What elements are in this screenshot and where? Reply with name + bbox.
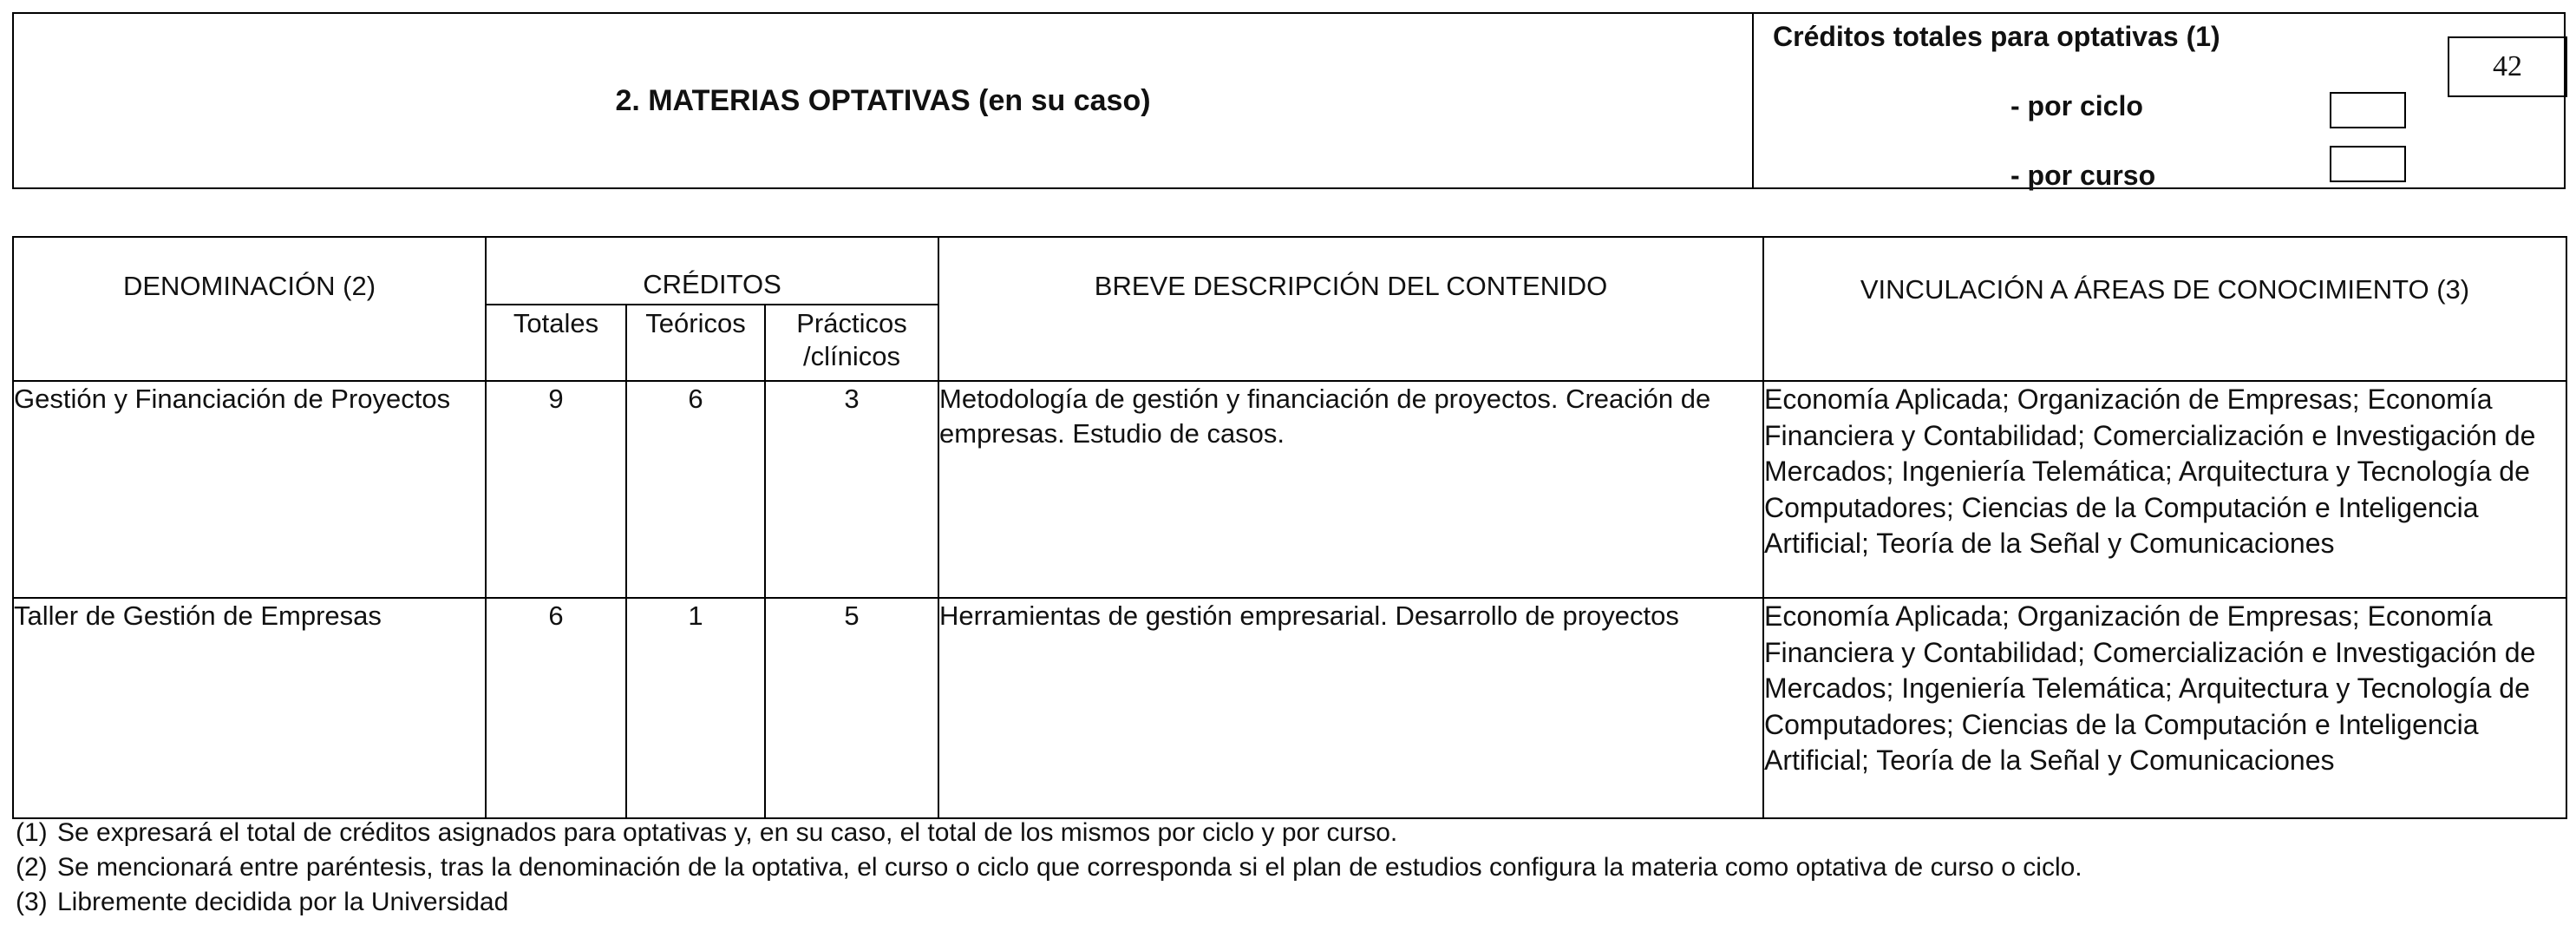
table-row [13, 598, 2566, 818]
subject-description: Herramientas de gestión empresarial. Desarrollo de proyectos [938, 598, 1763, 818]
credits-panel [1754, 14, 2564, 191]
footnote [16, 816, 2082, 850]
credits-header: CRÉDITOS [486, 237, 938, 305]
footnote-mark: (1) [16, 818, 48, 847]
footnote [16, 850, 2082, 885]
knowledge-areas: Economía Aplicada; Organización de Empresas; Economía Financiera y Contabilidad; Comercialización e Investigación de Mercados; Ingeniería Telemática; Arquitectura y Tecnología de Computadores; Ciencias de la Computación e Inteligencia Artificial; Teoría de la Señal y Comunicaciones [1763, 381, 2566, 598]
footnote-text: Se mencionará entre paréntesis, tras la denominación de la optativa, el curso o ciclo que corresponda si el plan de estudios configura la materia como optativa de curso o ciclo. [57, 853, 2082, 882]
footnote-mark: (3) [16, 888, 48, 916]
section-header [12, 12, 2566, 189]
credits-totals: 6 [486, 598, 626, 818]
footnote-mark: (2) [16, 853, 48, 882]
per-course-label: - por curso [2010, 160, 2156, 191]
totals-header: Totales [486, 305, 626, 381]
subject-name: Taller de Gestión de Empresas [13, 598, 486, 818]
denomination-header: DENOMINACIÓN (2) [13, 237, 486, 381]
areas-header: VINCULACIÓN A ÁREAS DE CONOCIMIENTO (3) [1763, 237, 2566, 381]
credits-totals: 9 [486, 381, 626, 598]
subject-description: Metodología de gestión y financiación de proyectos. Creación de empresas. Estudio de casos. [938, 381, 1763, 598]
total-credits-label: Créditos totales para optativas (1) [1773, 21, 2220, 52]
per-course-box [2330, 146, 2406, 182]
credits-theoretical: 1 [626, 598, 765, 818]
footnote-text: Se expresará el total de créditos asignados para optativas y, en su caso, el total de los mismos por ciclo y por curso. [57, 818, 1398, 847]
optional-subjects-table [12, 236, 2567, 819]
practical-header: Prácticos /clínicos [765, 305, 938, 381]
knowledge-areas: Economía Aplicada; Organización de Empresas; Economía Financiera y Contabilidad; Comercialización e Investigación de Mercados; Ingeniería Telemática; Arquitectura y Tecnología de Computadores; Ciencias de la Computación e Inteligencia Artificial; Teoría de la Señal y Comunicaciones [1763, 598, 2566, 818]
per-cycle-label: - por ciclo [2010, 90, 2143, 121]
description-header: BREVE DESCRIPCIÓN DEL CONTENIDO [938, 237, 1763, 381]
footnote-text: Libremente decidida por la Universidad [57, 888, 509, 916]
theoretical-header: Teóricos [626, 305, 765, 381]
credits-practical: 3 [765, 381, 938, 598]
credits-practical: 5 [765, 598, 938, 818]
footnote [16, 885, 2082, 920]
total-credits-value: 42 [2448, 36, 2567, 97]
per-cycle-box [2330, 92, 2406, 128]
subject-name: Gestión y Financiación de Proyectos [13, 381, 486, 598]
credits-theoretical: 6 [626, 381, 765, 598]
table-header-row [13, 237, 2566, 305]
section-title: 2. MATERIAS OPTATIVAS (en su caso) [14, 14, 1754, 187]
footnotes [16, 816, 2082, 920]
table-row [13, 381, 2566, 598]
